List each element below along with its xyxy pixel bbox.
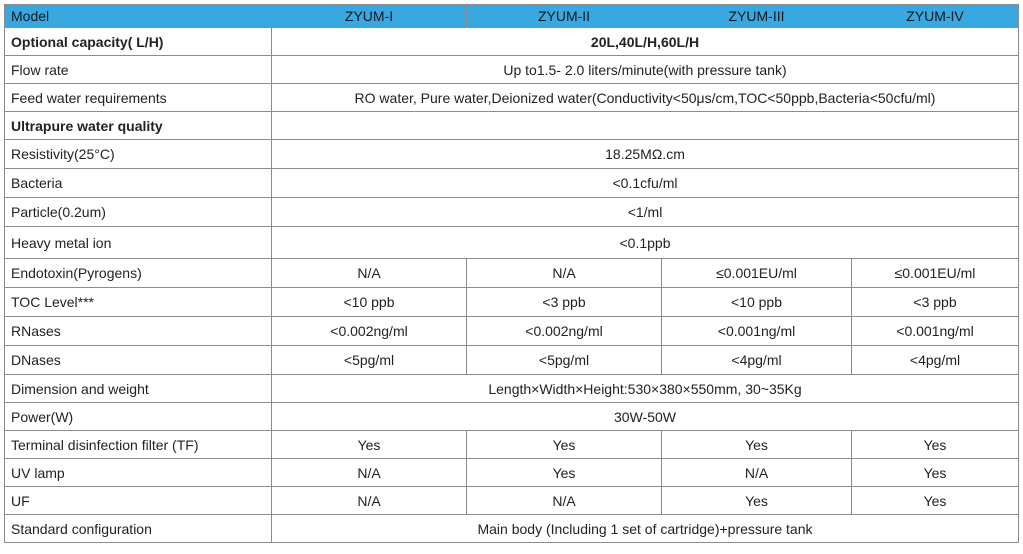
label-flow-rate: Flow rate — [5, 56, 272, 84]
row-capacity — [5, 28, 1019, 56]
header-model-1: ZYUM-I — [272, 5, 467, 28]
value-uf-4: Yes — [852, 487, 1019, 515]
value-tf-3: Yes — [662, 431, 852, 459]
label-bacteria: Bacteria — [5, 169, 272, 198]
row-rnases — [5, 317, 1019, 346]
row-flow-rate — [5, 56, 1019, 84]
label-feed-water: Feed water requirements — [5, 84, 272, 112]
value-capacity: 20L,40L/H,60L/H — [272, 28, 1019, 56]
value-uv-2: Yes — [467, 459, 662, 487]
row-dnases — [5, 346, 1019, 375]
label-dimension: Dimension and weight — [5, 375, 272, 403]
label-particle: Particle(0.2um) — [5, 198, 272, 227]
label-standard: Standard configuration — [5, 515, 272, 543]
value-dnases-3: <4pg/ml — [662, 346, 852, 375]
value-uv-1: N/A — [272, 459, 467, 487]
value-endotoxin-1: N/A — [272, 259, 467, 288]
header-model: Model — [5, 5, 272, 28]
header-model-3: ZYUM-III — [662, 5, 852, 28]
value-uf-2: N/A — [467, 487, 662, 515]
label-capacity: Optional capacity( L/H) — [5, 28, 272, 56]
value-uv-4: Yes — [852, 459, 1019, 487]
value-tf-1: Yes — [272, 431, 467, 459]
value-tf-4: Yes — [852, 431, 1019, 459]
row-resistivity — [5, 140, 1019, 169]
row-standard — [5, 515, 1019, 543]
value-tf-2: Yes — [467, 431, 662, 459]
row-dimension — [5, 375, 1019, 403]
value-dnases-1: <5pg/ml — [272, 346, 467, 375]
value-uf-3: Yes — [662, 487, 852, 515]
label-rnases: RNases — [5, 317, 272, 346]
row-particle — [5, 198, 1019, 227]
value-particle: <1/ml — [272, 198, 1019, 227]
value-endotoxin-3: ≤0.001EU/ml — [662, 259, 852, 288]
row-uv — [5, 459, 1019, 487]
row-power — [5, 403, 1019, 431]
value-rnases-4: <0.001ng/ml — [852, 317, 1019, 346]
row-heavy-metal — [5, 227, 1019, 259]
value-toc-1: <10 ppb — [272, 288, 467, 317]
row-uf — [5, 487, 1019, 515]
label-heavy-metal: Heavy metal ion — [5, 227, 272, 259]
label-toc: TOC Level*** — [5, 288, 272, 317]
value-flow-rate: Up to1.5- 2.0 liters/minute(with pressure tank) — [272, 56, 1019, 84]
value-dnases-2: <5pg/ml — [467, 346, 662, 375]
row-bacteria — [5, 169, 1019, 198]
value-toc-3: <10 ppb — [662, 288, 852, 317]
row-quality-section — [5, 112, 1019, 140]
value-bacteria: <0.1cfu/ml — [272, 169, 1019, 198]
value-rnases-1: <0.002ng/ml — [272, 317, 467, 346]
row-endotoxin — [5, 259, 1019, 288]
value-endotoxin-2: N/A — [467, 259, 662, 288]
label-resistivity: Resistivity(25°C) — [5, 140, 272, 169]
value-endotoxin-4: ≤0.001EU/ml — [852, 259, 1019, 288]
value-uf-1: N/A — [272, 487, 467, 515]
value-heavy-metal: <0.1ppb — [272, 227, 1019, 259]
header-model-2: ZYUM-II — [467, 5, 662, 28]
value-feed-water: RO water, Pure water,Deionized water(Conductivity<50μs/cm,TOC<50ppb,Bacteria<50cfu/ml) — [272, 84, 1019, 112]
value-rnases-3: <0.001ng/ml — [662, 317, 852, 346]
value-power: 30W-50W — [272, 403, 1019, 431]
empty-quality-section — [272, 112, 1019, 140]
header-model-4: ZYUM-IV — [852, 5, 1019, 28]
label-power: Power(W) — [5, 403, 272, 431]
label-tf: Terminal disinfection filter (TF) — [5, 431, 272, 459]
value-dnases-4: <4pg/ml — [852, 346, 1019, 375]
value-dimension: Length×Width×Height:530×380×550mm, 30~35Kg — [272, 375, 1019, 403]
label-endotoxin: Endotoxin(Pyrogens) — [5, 259, 272, 288]
label-uv: UV lamp — [5, 459, 272, 487]
label-uf: UF — [5, 487, 272, 515]
value-toc-2: <3 ppb — [467, 288, 662, 317]
row-feed-water — [5, 84, 1019, 112]
value-toc-4: <3 ppb — [852, 288, 1019, 317]
header-row — [5, 5, 1019, 28]
row-tf — [5, 431, 1019, 459]
value-standard: Main body (Including 1 set of cartridge)+pressure tank — [272, 515, 1019, 543]
label-dnases: DNases — [5, 346, 272, 375]
spec-table — [4, 4, 1019, 543]
value-resistivity: 18.25MΩ.cm — [272, 140, 1019, 169]
value-rnases-2: <0.002ng/ml — [467, 317, 662, 346]
row-toc — [5, 288, 1019, 317]
value-uv-3: N/A — [662, 459, 852, 487]
label-quality-section: Ultrapure water quality — [5, 112, 272, 140]
